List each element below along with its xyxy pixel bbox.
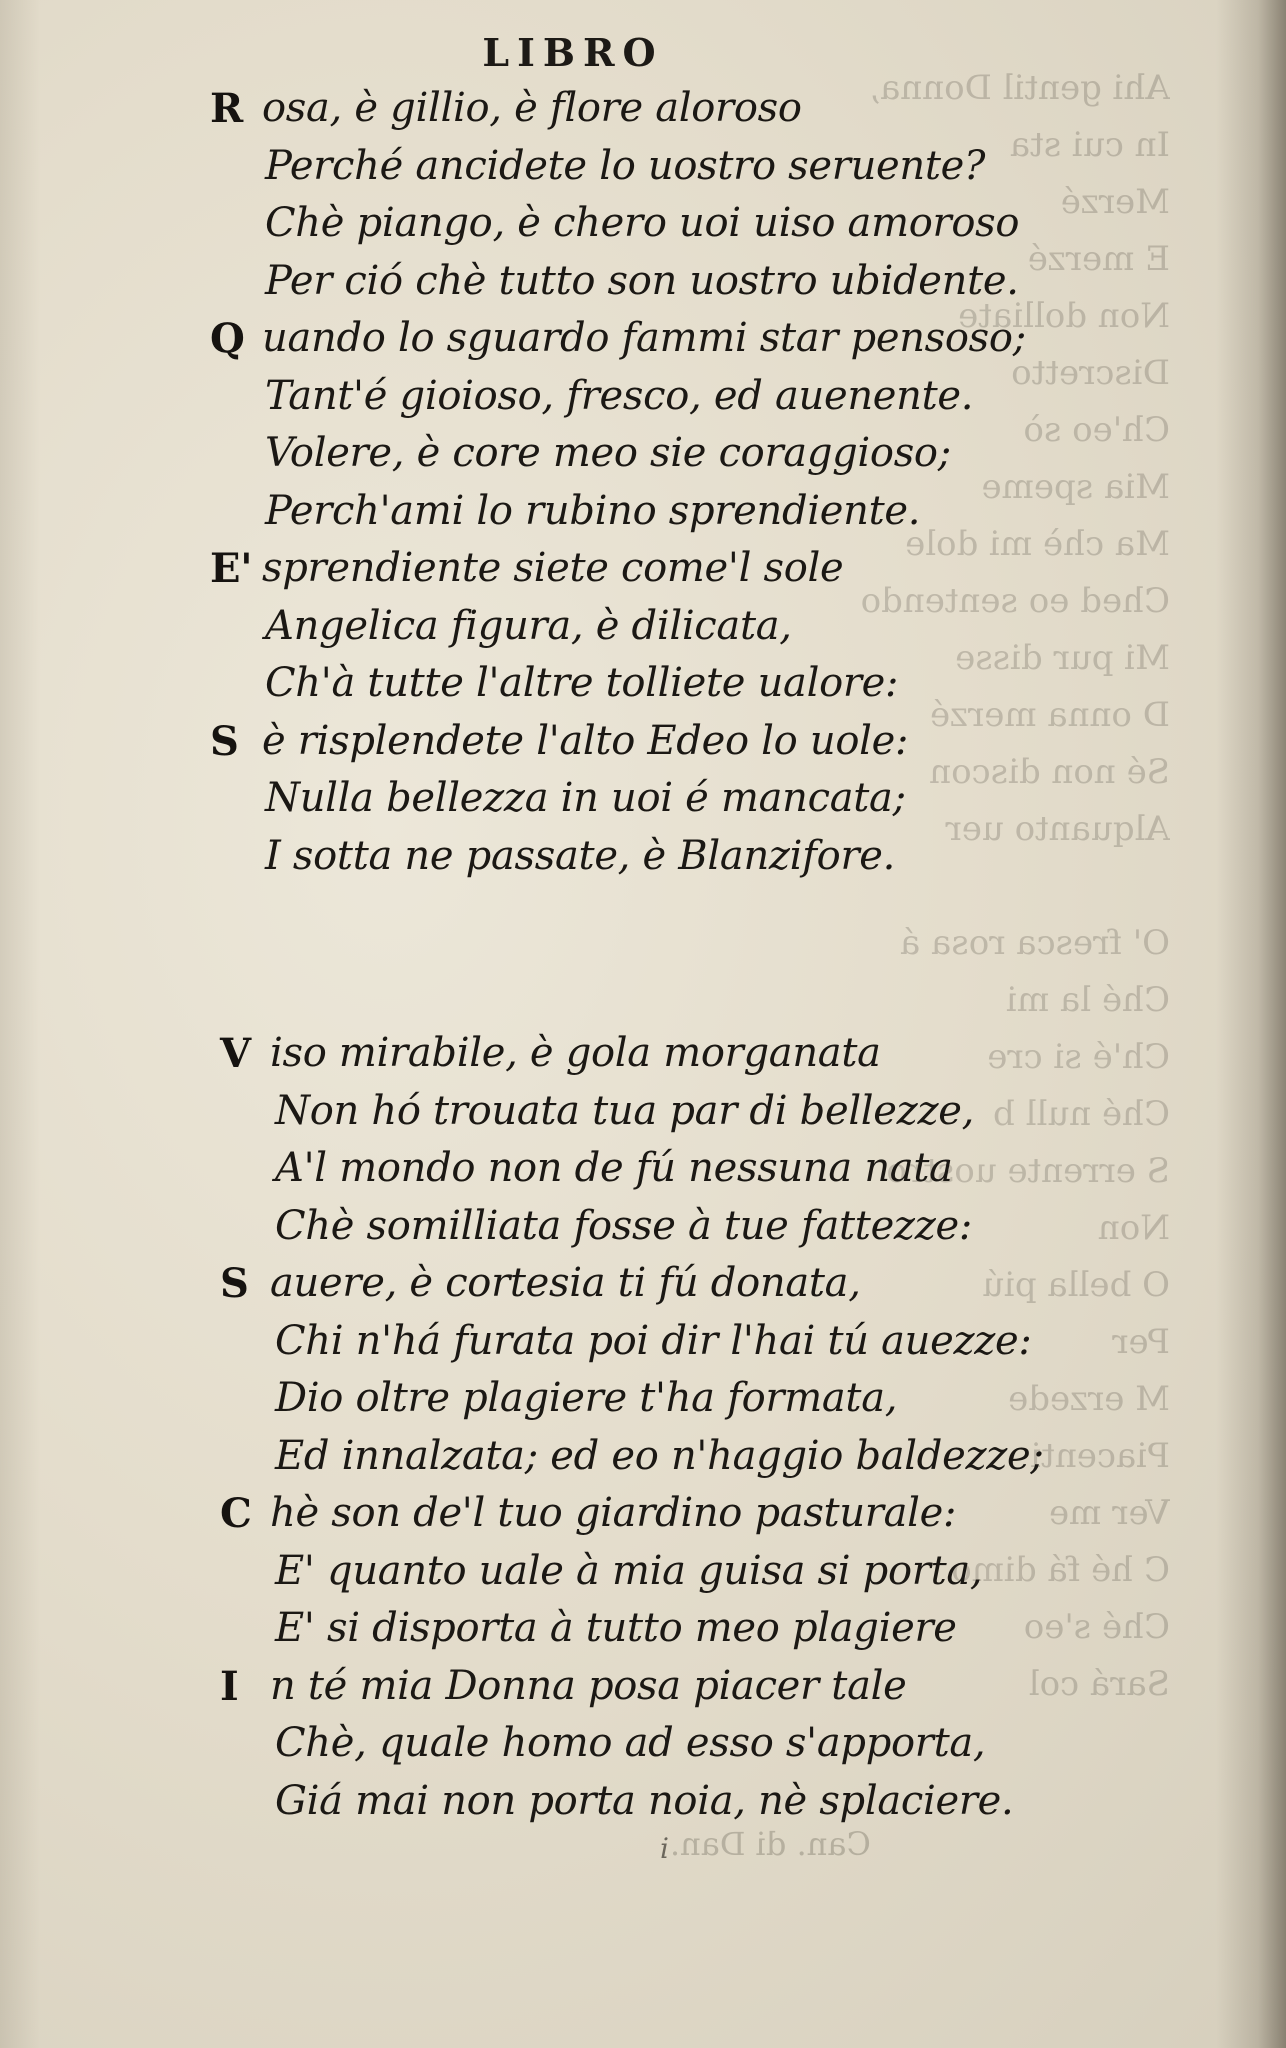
verse-text: Ch'à tutte l'altre tolliete ualore: [265, 660, 899, 706]
bleed-line: Non dolliate [958, 296, 1170, 336]
bleed-line: Per [1112, 1322, 1170, 1362]
bleed-line: D onna merzé [929, 695, 1170, 735]
running-head-text: LIBRO [482, 30, 664, 75]
verse-text: hè son de'l tuo giardino pasturale: [270, 1490, 957, 1536]
bleed-line: Merzé [1060, 182, 1170, 222]
verse-text: iso mirabile, è gola morganata [270, 1030, 881, 1076]
verse-text: Giá mai non porta noia, nè splaciere. [275, 1777, 1014, 1824]
verse-text: Chè piango, è chero uoi uiso amoroso [265, 200, 1020, 246]
bleed-line: Sará col [1028, 1664, 1170, 1704]
bleed-line: O bella piú [982, 1265, 1170, 1305]
verse-text: A'l mondo non de fú nessuna nata [275, 1145, 953, 1191]
bleed-line: Ma chè mi dole [905, 524, 1170, 564]
stanza-initial: C [220, 1490, 252, 1537]
verse-text: auere, è cortesia ti fú donata, [270, 1260, 861, 1306]
bleed-line: In cui sta [1009, 125, 1170, 165]
verse-text: Per ció chè tutto son uostro ubidente. [265, 257, 1019, 304]
stanza-initial: R [210, 85, 243, 132]
bleed-line: E merzé [1027, 239, 1170, 279]
bleed-line: Ahi gentil Donna, [869, 68, 1170, 108]
bleed-line: Non [1097, 1208, 1170, 1248]
stanza-initial: S [210, 717, 239, 765]
bleed-line: O' fresca rosa á [899, 923, 1170, 963]
verse-text: Chi n'há furata poi dir l'hai tú auezze: [275, 1317, 1032, 1364]
verse-text: Angelica figura, è dilicata, [265, 602, 792, 649]
bleed-line: S errente uostro [886, 1151, 1170, 1191]
verse-text: uando lo sguardo fammi star pensoso; [262, 315, 1026, 361]
verse-text: Volere, è core meo sie coraggioso; [265, 430, 951, 476]
stanza-initial: I [220, 1662, 239, 1710]
bleed-line: Ver me [1049, 1493, 1170, 1533]
bleed-line: Mia speme [981, 467, 1170, 507]
bleed-line: M erzede [1008, 1379, 1170, 1419]
bleed-line: Sé non discon [929, 752, 1170, 792]
bleed-line: Piacenti [1030, 1436, 1170, 1476]
verse-text: Chè somilliata fosse à tue fattezze: [275, 1202, 973, 1249]
bleed-line: C hé fá dimo [951, 1550, 1170, 1590]
bleed-line: Ched eo sentendo [860, 581, 1170, 621]
bleed-line: Alquanto uer [945, 809, 1170, 849]
verse-text: osa, è gillio, è flore aloroso [262, 85, 802, 131]
stanza-initial: S [220, 1260, 249, 1307]
stanza-initial: E' [210, 545, 253, 592]
bleed-line: Ch'é si cre [987, 1037, 1170, 1077]
verse-text: E' si disporta à tutto meo plagiere [275, 1605, 957, 1651]
bleed-line: Ché s'eo [1023, 1607, 1170, 1647]
page-edge-shadow [0, 0, 40, 2048]
verse-text: Perch'ami lo rubino sprendiente. [265, 487, 921, 534]
verse-text: Ed innalzata; ed eo n'haggio baldezze; [275, 1432, 1044, 1479]
verse-text: Chè, quale homo ad esso s'apporta, [275, 1720, 986, 1766]
bleed-line: Ch'eo sò [1023, 410, 1170, 450]
stanza-initial: V [220, 1030, 251, 1077]
verse-text: E' quanto uale à mia guisa si porta, [275, 1547, 983, 1594]
verse-text: Dio oltre plagiere t'ha formata, [275, 1375, 898, 1421]
verse-text: Nulla bellezza in uoi é mancata; [265, 775, 906, 821]
signature-mark: i [660, 1832, 669, 1865]
verse-text: Non hó trouata tua par di bellezze, [275, 1087, 975, 1134]
verse-text: I sotta ne passate, è Blanzifore. [265, 832, 896, 879]
bleed-line: Mi pur disse [955, 638, 1170, 678]
verse-text: è risplendete l'alto Edeo lo uole: [262, 717, 909, 764]
verse-text: sprendiente siete come'l sole [262, 545, 844, 591]
running-head [0, 30, 1286, 75]
stanza-initial: Q [210, 315, 245, 362]
bleed-line: Discretto [1011, 353, 1170, 393]
bleed-line: Ché null b [993, 1094, 1170, 1134]
gutter-shadow [1216, 0, 1286, 2048]
bleed-through-footer: Can. di Dan. [670, 1825, 871, 1863]
verse-text: n té mia Donna posa piacer tale [270, 1662, 907, 1709]
verse-text: Tant'é gioioso, fresco, ed auenente. [265, 372, 974, 419]
verse-text: Perché ancidete lo uostro seruente? [265, 142, 986, 189]
bleed-line: Ché la mi [1006, 980, 1170, 1020]
